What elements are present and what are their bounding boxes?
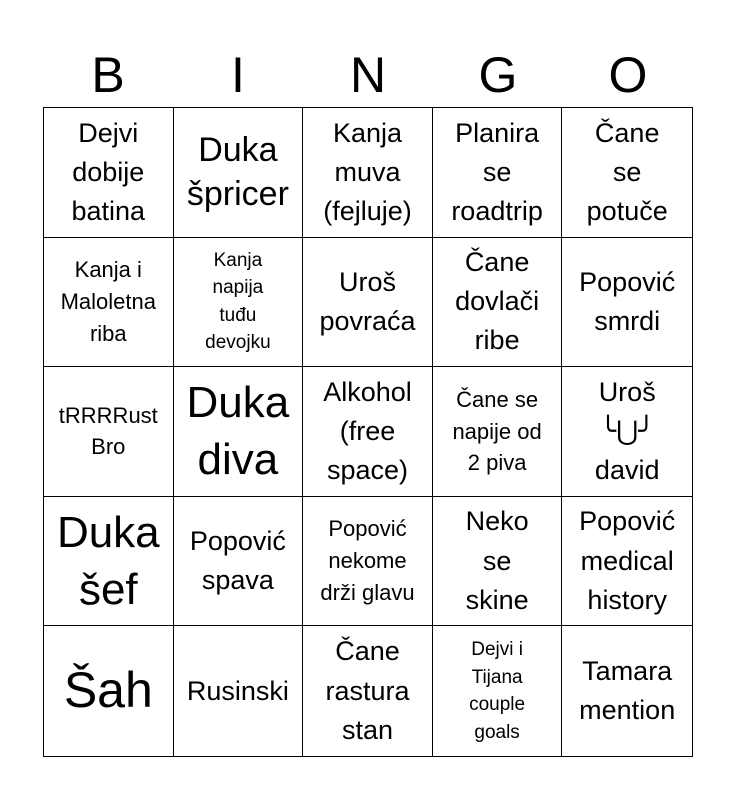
bingo-cell[interactable] bbox=[303, 367, 433, 497]
bingo-cell[interactable] bbox=[44, 497, 174, 627]
bingo-cell[interactable] bbox=[562, 367, 692, 497]
bingo-cell[interactable] bbox=[174, 238, 304, 368]
bingo-cell[interactable] bbox=[562, 238, 692, 368]
bingo-cell-text: Uroš povraća bbox=[319, 266, 416, 336]
bingo-cell-text: Čane dovlači ribe bbox=[455, 247, 540, 356]
header-letter-g: G bbox=[478, 47, 518, 103]
bingo-cell[interactable] bbox=[303, 238, 433, 368]
bingo-cell[interactable] bbox=[562, 108, 692, 238]
bingo-cell-text: Duka diva bbox=[186, 378, 290, 485]
bingo-cell-text: Dejvi dobije batina bbox=[71, 117, 146, 226]
header-letter-b: B bbox=[91, 47, 125, 103]
bingo-grid bbox=[43, 107, 693, 757]
bingo-cell-text: Planira se roadtrip bbox=[451, 117, 543, 226]
bingo-cell-text: Neko se skine bbox=[465, 506, 529, 615]
bingo-cell-text: Popović smrdi bbox=[579, 266, 676, 336]
bingo-cell[interactable] bbox=[562, 626, 692, 756]
bingo-cell-text: Šah bbox=[63, 662, 153, 719]
bingo-cell[interactable] bbox=[174, 367, 304, 497]
bingo-cell-text: Čane se napije od 2 piva bbox=[452, 386, 542, 476]
bingo-cell-text: Popović medical history bbox=[579, 506, 676, 615]
bingo-cell[interactable] bbox=[433, 497, 563, 627]
header-letter-n: N bbox=[349, 47, 387, 103]
bingo-cell-text: Popović nekome drži glavu bbox=[320, 516, 415, 606]
bingo-cell-text: Kanja i Maloletna riba bbox=[60, 257, 156, 346]
bingo-cell[interactable] bbox=[303, 497, 433, 627]
bingo-cell[interactable] bbox=[44, 626, 174, 756]
bingo-cell[interactable] bbox=[433, 367, 563, 497]
bingo-cell-text: Čane se potuče bbox=[586, 117, 668, 226]
bingo-cell[interactable] bbox=[303, 108, 433, 238]
bingo-cell-text: Tamara mention bbox=[579, 656, 676, 726]
header-letter-i: I bbox=[231, 47, 245, 103]
bingo-cell[interactable] bbox=[174, 626, 304, 756]
bingo-cell-text: Dejvi i Tijana couple goals bbox=[469, 639, 526, 743]
bingo-cell-text: Popović spava bbox=[189, 525, 286, 596]
bingo-cell-text: Duka špricer bbox=[186, 131, 289, 214]
bingo-cell-text: tRRRRust Bro bbox=[58, 402, 158, 460]
bingo-cell-text: Čane rastura stan bbox=[325, 636, 410, 745]
bingo-cell[interactable] bbox=[44, 108, 174, 238]
bingo-cell[interactable] bbox=[174, 108, 304, 238]
bingo-cell[interactable] bbox=[44, 238, 174, 368]
bingo-cell-text: Duka šef bbox=[56, 507, 160, 615]
bingo-cell[interactable] bbox=[562, 497, 692, 627]
bingo-cell[interactable] bbox=[44, 367, 174, 497]
bingo-cell-text: Kanja muva (fejluje) bbox=[323, 117, 412, 226]
bingo-header bbox=[43, 40, 693, 110]
header-letter-o: O bbox=[608, 47, 648, 103]
bingo-cell[interactable] bbox=[174, 497, 304, 627]
bingo-cell-text: Rusinski bbox=[186, 675, 289, 706]
bingo-cell[interactable] bbox=[433, 108, 563, 238]
bingo-cell-text: Uroš ╰⋃╯ david bbox=[594, 376, 660, 486]
bingo-cell[interactable] bbox=[433, 238, 563, 368]
bingo-cell-text: Alkohol (free space) bbox=[323, 376, 412, 486]
bingo-cell-text: Kanja napija tuđu devojku bbox=[205, 249, 271, 354]
bingo-cell[interactable] bbox=[433, 626, 563, 756]
bingo-cell[interactable] bbox=[303, 626, 433, 756]
